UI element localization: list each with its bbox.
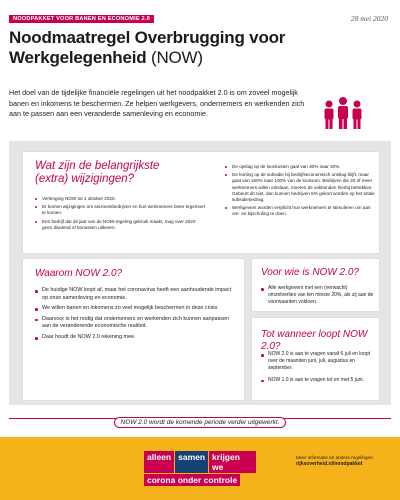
list-item: Daarvoor is het nodig dat ondernemers en werkenden zich kunnen aanpassen aan de veranderende economische realiteit. — [35, 316, 235, 331]
list-item: Alle werkgevers met een (verwacht) omzetverlies van ten minste 20%, als zij aan de voorwaarden voldoen. — [261, 285, 375, 307]
who-list — [261, 285, 375, 307]
list-item: De opslag op de loonkosten gaat van 30% naar 40%. — [225, 164, 375, 170]
slogan-word: krijgen we — [209, 451, 256, 473]
publication-date: 28 mei 2020 — [350, 14, 388, 23]
slogan-word: alleen — [144, 451, 174, 473]
why-list — [35, 287, 235, 345]
changes-list-left — [35, 196, 205, 233]
list-item: Daar houdt de NOW 2.0 rekening mee. — [35, 334, 235, 342]
list-item: Een bedrijf dat dit jaar van de NOW-regeling gebruik maakt, mag over 2020 geen dividend of bonussen uitkeren. — [35, 219, 205, 231]
title-bold: Noodmaatregel Overbrugging voor Werkgelegenheid — [9, 28, 286, 67]
campaign-slogan — [144, 451, 256, 487]
people-group-icon — [318, 96, 368, 130]
changes-card — [23, 152, 379, 253]
slogan-word: corona onder controle — [144, 474, 240, 486]
changes-heading: Wat zijn de belangrijkste (extra) wijzigingen? — [35, 160, 160, 185]
footer-bar — [0, 437, 400, 500]
until-heading: Tot wanneer loopt NOW 2.0? — [261, 329, 368, 352]
why-heading: Waarom NOW 2.0? — [35, 268, 123, 279]
list-item: We willen banen en inkomens zo veel mogelijk beschermen in deze crisis. — [35, 305, 235, 313]
list-item: NOW 2.0 is aan te vragen vanaf 6 juli en loopt over de maanden juni, juli, augustus en september. — [261, 351, 375, 373]
page-title — [9, 28, 349, 68]
note-banner — [9, 411, 391, 425]
list-item: Er komen wijzigingen om seizoensbedrijven en hun werknemers beter tegemoet te komen. — [35, 204, 205, 216]
category-tag: NOODPAKKET VOOR BANEN EN ECONOMIE 2.0 — [9, 15, 154, 23]
who-card — [252, 259, 379, 311]
until-list — [261, 351, 375, 388]
slogan-word: samen — [175, 451, 208, 473]
note-text: NOW 2.0 wordt de komende periode verder uitgewerkt. — [114, 417, 287, 428]
who-heading: Voor wie is NOW 2.0? — [261, 267, 359, 278]
intro-paragraph: Het doel van de tijdelijke financiële regelingen uit het noodpakket 2.0 is om zoveel mogelijk banen en inkomens te beschermen. Ze helpen werkgevers, ondernemers en werkenden zich aan te passen aan een veranderde samenleving en economie. — [9, 88, 305, 119]
until-card — [252, 318, 379, 400]
list-item: Verlenging NOW tot 1 oktober 2020. — [35, 196, 205, 202]
list-item: NOW 1.0 is aan te vragen tot en met 5 juni. — [261, 377, 375, 384]
title-abbreviation: (NOW) — [150, 48, 203, 67]
more-info — [296, 455, 392, 467]
changes-list-right — [225, 164, 375, 220]
more-info-label: Meer informatie en andere regelingen: — [296, 455, 374, 460]
list-item: Werkgevers worden verplicht hun werknemers te stimuleren om aan om- en bijscholing te doen. — [225, 205, 375, 217]
why-card — [23, 259, 244, 400]
list-item: De huidige NOW loopt af, maar het coronavirus heeft een aanhoudende impact op onze samenleving en economie. — [35, 287, 235, 302]
list-item: De korting op de subsidie bij bedrijfseconomisch ontslag blijft, maar gaat van 150% naar 100% van de loonsom. Bedrijven die 20 of meer werknemers willen ontslaan, moeten de vakbonden hierbij betrekken. Gebeurt dit niet, dan kunnen bedrijven 5% gekort worden op het totale subsidiebedrag. — [225, 172, 375, 203]
more-info-link[interactable]: rijksoverheid.nl/noodpakket — [296, 461, 363, 467]
